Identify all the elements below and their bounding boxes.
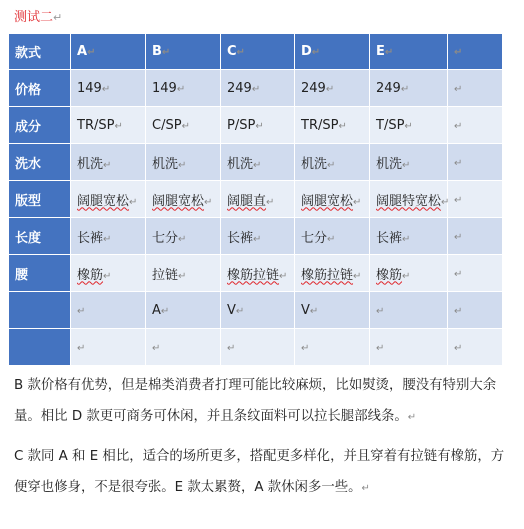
cell-mark-icon: ↵ <box>101 83 111 95</box>
header-text: E <box>376 44 385 59</box>
table-cell <box>370 218 448 255</box>
document-title <box>14 6 62 25</box>
cell-text: 长裤 <box>376 230 403 246</box>
cell-mark-icon: ↵ <box>454 268 463 280</box>
table-cell <box>295 255 370 292</box>
cell-text: 149 <box>77 80 102 96</box>
table-cell <box>370 181 448 218</box>
title-text: 测试二 <box>14 10 54 25</box>
header-text: B <box>152 44 162 59</box>
cell-mark-icon: ↵ <box>236 47 245 58</box>
table-cell <box>146 70 221 107</box>
header-text: D <box>301 44 312 59</box>
row-label-text: 价格 <box>15 82 42 98</box>
table-cell <box>221 218 295 255</box>
cell-mark-icon: ↵ <box>176 83 186 95</box>
cell-mark-icon: ↵ <box>400 83 410 95</box>
table-cell <box>71 144 146 181</box>
header-text: C <box>227 44 237 59</box>
cell-mark-icon: ↵ <box>178 270 187 282</box>
row-label-text: 成分 <box>15 119 42 135</box>
table-row <box>9 329 503 366</box>
cell-text: 阔腿宽松 <box>301 193 354 209</box>
table-cell <box>146 292 221 329</box>
table-cell <box>221 292 295 329</box>
cell-mark-icon: ↵ <box>178 159 187 171</box>
cell-mark-icon: ↵ <box>325 83 335 95</box>
cell-mark-icon: ↵ <box>103 233 112 245</box>
paragraph-2-text: C 款同 A 和 E 相比，适合的场所更多，搭配更多样化，并且穿着有拉链有橡筋，方便穿也修身，不是很夸张。E 款太累赘，A 款休闲多一些。 <box>14 449 505 495</box>
cell-mark-icon: ↵ <box>338 120 347 132</box>
cell-mark-icon: ↵ <box>454 120 463 132</box>
cell-mark-icon: ↵ <box>376 305 385 317</box>
cell-text: T/SP <box>376 117 405 133</box>
cell-mark-icon: ↵ <box>253 159 262 171</box>
cell-mark-icon: ↵ <box>402 159 411 171</box>
cell-text: V <box>227 302 236 318</box>
cell-text: 阔腿宽松 <box>77 193 130 209</box>
table-cell <box>448 218 503 255</box>
cell-text: 机洗 <box>376 156 403 172</box>
table-cell <box>71 70 146 107</box>
cell-mark-icon: ↵ <box>309 305 319 317</box>
table-row <box>9 255 503 292</box>
cell-mark-icon: ↵ <box>327 233 336 245</box>
cell-mark-icon: ↵ <box>178 233 187 245</box>
cell-mark-icon: ↵ <box>454 194 463 206</box>
table-cell <box>71 218 146 255</box>
cell-text: TR/SP <box>77 117 115 133</box>
cell-mark-icon: ↵ <box>327 159 336 171</box>
table-cell <box>71 292 146 329</box>
cell-text: 机洗 <box>152 156 179 172</box>
cell-mark-icon: ↵ <box>266 196 275 208</box>
table-cell <box>448 107 503 144</box>
cell-mark-icon: ↵ <box>454 47 463 58</box>
table-cell <box>71 255 146 292</box>
cell-text: 拉链 <box>152 267 179 283</box>
cell-text: V <box>301 302 310 318</box>
table-cell <box>295 181 370 218</box>
cell-mark-icon: ↵ <box>129 196 138 208</box>
cell-mark-icon: ↵ <box>376 342 385 354</box>
table-cell <box>448 70 503 107</box>
cell-mark-icon: ↵ <box>235 305 245 317</box>
cell-mark-icon: ↵ <box>353 196 362 208</box>
cell-mark-icon: ↵ <box>181 120 190 132</box>
paragraph-mark-icon: ↵ <box>407 412 417 423</box>
cell-text: 橡筋 <box>77 267 104 283</box>
cell-mark-icon: ↵ <box>103 159 112 171</box>
table-row <box>9 292 503 329</box>
table-cell <box>71 107 146 144</box>
table-cell <box>221 144 295 181</box>
row-label-cell <box>9 144 71 181</box>
table-cell <box>370 255 448 292</box>
table-cell <box>221 107 295 144</box>
cell-text: 七分 <box>301 230 328 246</box>
table-cell <box>370 329 448 366</box>
cell-text: 七分 <box>152 230 179 246</box>
table-cell <box>295 292 370 329</box>
cell-text: TR/SP <box>301 117 339 133</box>
table-cell <box>221 70 295 107</box>
cell-text: 阔腿特宽松 <box>376 193 442 209</box>
header-label-cell <box>9 34 71 70</box>
cell-text: 阔腿直 <box>227 193 267 209</box>
table-cell <box>295 70 370 107</box>
comparison-table <box>8 33 503 366</box>
table-row <box>9 218 503 255</box>
header-style-cell <box>295 34 370 70</box>
table-cell <box>146 107 221 144</box>
cell-text: 橡筋拉链 <box>301 267 354 283</box>
cell-mark-icon: ↵ <box>77 305 86 317</box>
cell-mark-icon: ↵ <box>454 342 463 354</box>
table-cell <box>448 329 503 366</box>
table-row <box>9 70 503 107</box>
cell-mark-icon: ↵ <box>204 196 213 208</box>
cell-mark-icon: ↵ <box>402 270 411 282</box>
row-label-cell <box>9 107 71 144</box>
cell-mark-icon: ↵ <box>251 83 261 95</box>
row-label-cell <box>9 329 71 366</box>
row-label-text: 长度 <box>15 230 42 246</box>
row-label-text: 腰 <box>15 267 29 283</box>
paragraph-mark-icon: ↵ <box>361 483 370 494</box>
table-cell <box>146 181 221 218</box>
header-style-cell <box>71 34 146 70</box>
table-cell <box>370 70 448 107</box>
cell-mark-icon: ↵ <box>152 342 161 354</box>
header-style-cell <box>448 34 503 70</box>
table-cell <box>71 181 146 218</box>
cell-text: 249 <box>376 80 401 96</box>
cell-text: C/SP <box>152 117 182 133</box>
cell-mark-icon: ↵ <box>353 270 362 282</box>
row-label-text: 版型 <box>15 193 42 209</box>
table-cell <box>448 181 503 218</box>
cell-text: 149 <box>152 80 177 96</box>
cell-mark-icon: ↵ <box>404 120 413 132</box>
cell-text: 机洗 <box>77 156 104 172</box>
table-cell <box>295 107 370 144</box>
cell-text: A <box>152 302 161 318</box>
cell-mark-icon: ↵ <box>161 47 171 58</box>
table-cell <box>221 329 295 366</box>
cell-mark-icon: ↵ <box>454 305 463 317</box>
table-cell <box>146 255 221 292</box>
cell-mark-icon: ↵ <box>384 47 394 58</box>
header-style-cell <box>146 34 221 70</box>
header-text: A <box>77 44 88 59</box>
row-label-text: 洗水 <box>15 156 42 172</box>
table-cell <box>448 255 503 292</box>
cell-mark-icon: ↵ <box>402 233 411 245</box>
cell-text: P/SP <box>227 117 256 133</box>
table-row <box>9 144 503 181</box>
cell-mark-icon: ↵ <box>454 231 463 243</box>
table-cell <box>146 329 221 366</box>
cell-mark-icon: ↵ <box>255 120 264 132</box>
cell-mark-icon: ↵ <box>103 270 112 282</box>
cell-text: 阔腿宽松 <box>152 193 205 209</box>
row-label-cell <box>9 292 71 329</box>
cell-mark-icon: ↵ <box>87 47 96 58</box>
cell-mark-icon: ↵ <box>279 270 288 282</box>
table-row <box>9 107 503 144</box>
paragraph-2 <box>14 441 514 504</box>
table-cell <box>295 218 370 255</box>
table-cell <box>146 218 221 255</box>
cell-mark-icon: ↵ <box>114 120 123 132</box>
table-cell <box>295 144 370 181</box>
table-row <box>9 181 503 218</box>
header-style-cell <box>221 34 295 70</box>
cell-text: 长裤 <box>77 230 104 246</box>
header-text: 款式 <box>15 46 42 61</box>
table-cell <box>448 144 503 181</box>
table-cell <box>221 255 295 292</box>
row-label-cell <box>9 181 71 218</box>
table-cell <box>370 107 448 144</box>
cell-mark-icon: ↵ <box>301 342 310 354</box>
cell-text: 249 <box>227 80 252 96</box>
table-cell <box>71 329 146 366</box>
header-style-cell <box>370 34 448 70</box>
cell-mark-icon: ↵ <box>454 157 463 169</box>
table-cell <box>370 292 448 329</box>
row-label-cell <box>9 218 71 255</box>
cell-text: 机洗 <box>301 156 328 172</box>
row-label-cell <box>9 255 71 292</box>
cell-mark-icon: ↵ <box>441 196 450 208</box>
cell-mark-icon: ↵ <box>160 305 170 317</box>
table-cell <box>448 292 503 329</box>
table-cell <box>295 329 370 366</box>
table-cell <box>370 144 448 181</box>
row-label-cell <box>9 70 71 107</box>
cell-mark-icon: ↵ <box>311 47 321 58</box>
cell-text: 橡筋拉链 <box>227 267 280 283</box>
cell-mark-icon: ↵ <box>227 342 236 354</box>
cell-text: 249 <box>301 80 326 96</box>
paragraph-1 <box>14 370 514 433</box>
paragraph-mark-icon: ↵ <box>53 11 63 24</box>
table-header-row <box>9 34 503 70</box>
cell-mark-icon: ↵ <box>454 83 463 95</box>
cell-mark-icon: ↵ <box>253 233 262 245</box>
cell-text: 长裤 <box>227 230 254 246</box>
cell-text: 机洗 <box>227 156 254 172</box>
cell-mark-icon: ↵ <box>77 342 86 354</box>
table-cell <box>146 144 221 181</box>
cell-text: 橡筋 <box>376 267 403 283</box>
paragraph-1-text: B 款价格有优势，但是棉类消费者打理可能比较麻烦，比如熨烫，腰没有特别大余量。相比 D 款更可商务可休闲，并且条纹面料可以拉长腿部线条。 <box>14 378 497 424</box>
table-cell <box>221 181 295 218</box>
